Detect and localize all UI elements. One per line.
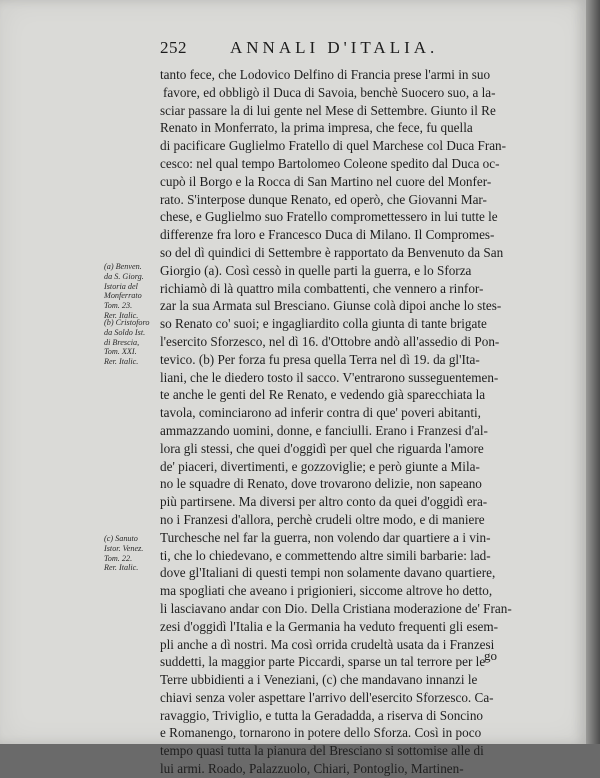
text-line: so del dì quindici di Settembre è rapportato da Benvenuto da San <box>160 244 504 260</box>
text-line: chese, e Guglielmo suo Fratello compromettessero in lui tutte le <box>160 209 498 225</box>
text-line: suddetti, la maggior parte Piccardi, sparse un tal terrore per le <box>160 654 486 670</box>
text-line: lui armi. Roado, Palazzuolo, Chiari, Pontoglio, Martinen- <box>160 761 464 777</box>
text-line: cupò il Borgo e la Rocca di San Martino nel cuore del Monfer- <box>160 173 492 189</box>
text-line: tevico. (b) Per forza fu presa quella Terra nel dì 19. da gl'Ita- <box>160 351 480 367</box>
text-line: favore, ed obbligò il Duca di Savoia, benchè Suocero suo, a la- <box>163 84 496 100</box>
text-line: e Romanengo, tornarono in potere dello Sforza. Così in poco <box>160 725 482 741</box>
page-edge-shadow <box>586 0 600 744</box>
text-line: ma spogliati che aveano i prigionieri, siccome altrove ho detto, <box>160 583 493 599</box>
text-line: zesi d'oggidì l'Italia e la Germania ha veduto frequenti gli esem- <box>160 618 498 634</box>
note-line: da S. Giorg. <box>104 271 144 281</box>
catchword: go <box>484 648 497 663</box>
text-line: ammazzando uomini, donne, e fanciulli. Erano i Franzesi d'al- <box>160 422 488 438</box>
text-line: differenze fra loro e Francesco Duca di Milano. Il Compromes- <box>160 227 495 243</box>
text-line: chiavi senza voler aspettare l'arrivo dell'esercito Sforzesco. Ca- <box>160 689 494 705</box>
text-line: li lasciavano andar con Dio. Della Cristiana moderazione de' Fran- <box>160 600 512 616</box>
text-line: sciar passare la di lui gente nel Mese di Settembre. Giunto il Re <box>160 102 496 118</box>
text-line: no i Franzesi d'allora, perchè crudeli oltre modo, e di maniere <box>160 511 485 527</box>
text-line: Giorgio (a). Così cessò in quelle parti la guerra, e lo Sforza <box>160 262 472 278</box>
text-line: più partirsene. Ma diversi per altro conto da quei d'oggidì era- <box>160 494 488 510</box>
margin-note-a <box>104 262 160 321</box>
note-line: Rer. Italic. <box>104 563 139 573</box>
text-line: dove gl'Italiani di questi tempi non solamente davano quartiere, <box>160 565 496 581</box>
running-title: ANNALI D'ITALIA. <box>230 38 439 57</box>
text-line: liani, che le diedero tosto il sacco. V'entrarono susseguentemen- <box>160 369 499 385</box>
margin-note-c <box>104 534 160 573</box>
text-line: l'esercito Sforzesco, nel dì 16. d'Ottobre andò all'assedio di Pon- <box>160 333 500 349</box>
page-header <box>160 38 460 62</box>
page-number: 252 <box>160 38 187 57</box>
note-line: (a) Benven. <box>104 262 142 271</box>
text-line: Turchesche nel far la guerra, non volendo dar quartiere a i vin- <box>160 529 491 545</box>
note-line: Tom. 23. <box>104 301 133 311</box>
note-line: Monferrato <box>104 291 142 301</box>
note-line: da Soldo Ist. <box>104 327 146 337</box>
text-line: ravaggio, Triviglio, e tutta la Geradadda, a riserva di Soncino <box>160 707 484 723</box>
note-line: (b) Cristoforo <box>104 318 150 327</box>
margin-note-b <box>104 318 160 367</box>
text-line: pli anche a dì nostri. Ma così orrida crudeltà usata da i Franzesi <box>160 636 495 652</box>
text-line: Renato in Monferrato, la prima impresa, che fece, fu quella <box>160 120 473 136</box>
text-line: rato. S'interpose dunque Renato, ed operò, che Giovanni Mar- <box>160 191 487 207</box>
text-line: Terre ubbidienti a i Veneziani, (c) che mandavano innanzi le <box>160 672 478 688</box>
text-line: te anche le genti del Re Renato, e vedendo già sparecchiata la <box>160 387 486 403</box>
note-line: Tom. XXI. <box>104 347 137 357</box>
note-line: Rer. Italic. <box>104 357 139 367</box>
text-line: so Renato co' suoi; e ingagliardito colla giunta di tante brigate <box>160 316 487 332</box>
text-line: ti, che lo chiedevano, e commettendo altre simili barbarie: lad- <box>160 547 491 563</box>
text-line: lora gli stessi, che quei d'oggidì per quel che riguarda l'amore <box>160 440 484 456</box>
note-line: di Brescia, <box>104 337 140 347</box>
text-line: di pacificare Guglielmo Fratello di quel Marchese col Duca Fran- <box>160 138 507 154</box>
note-line: Istor. Venez. <box>104 543 144 553</box>
note-line: Tom. 22. <box>104 553 133 563</box>
text-line: cesco: nel qual tempo Bartolomeo Coleone spedito dal Duca oc- <box>160 155 500 171</box>
text-line: zar la sua Armata sul Bresciano. Giunse colà dipoi anche lo stes- <box>160 298 502 314</box>
note-line: (c) Sanuto <box>104 534 138 543</box>
text-line: no le squadre di Renato, dove trovarono delizie, non sapeano <box>160 476 482 492</box>
text-line: de' piaceri, divertimenti, e gozzoviglie; e però giunte a Mila- <box>160 458 480 474</box>
note-line: Istoria del <box>104 281 138 291</box>
note-line: Rer. Italic. <box>104 310 139 320</box>
text-line: tanto fece, che Lodovico Delfino di Francia prese l'armi in suo <box>160 67 491 82</box>
text-line: richiamò di là quattro mila combattenti, che vennero a rinfor- <box>160 280 484 296</box>
text-line: tavola, cominciarono ad inferir contra di que' poveri abitanti, <box>160 405 481 421</box>
main-text-block <box>160 66 525 778</box>
text-line: tempo quasi tutta la pianura del Bresciano si sottomise alle di <box>160 743 484 759</box>
